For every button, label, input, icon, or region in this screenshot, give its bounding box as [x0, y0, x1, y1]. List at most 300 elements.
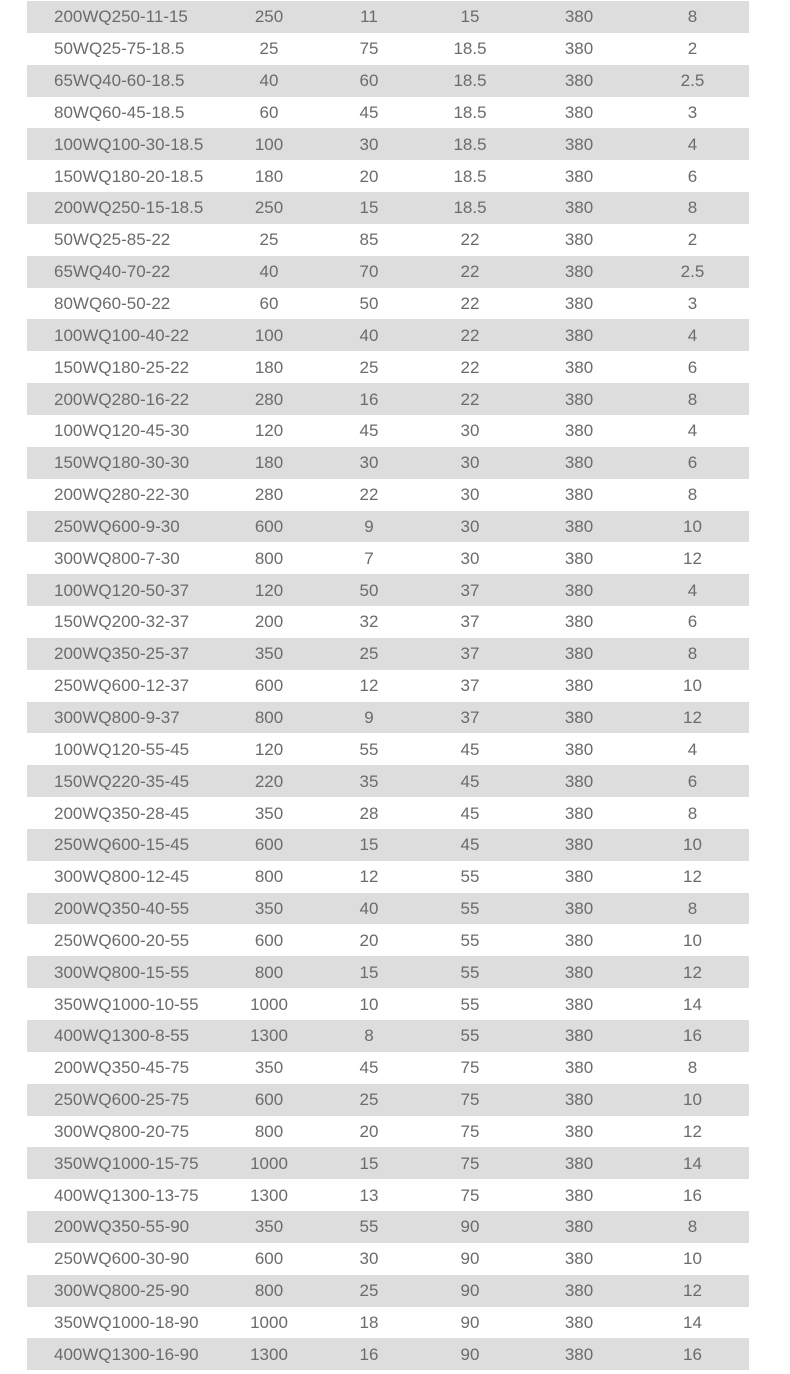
- flow-cell: 100: [254, 134, 284, 154]
- outlet-cell: 10: [683, 516, 702, 536]
- voltage-cell: 380: [564, 1185, 594, 1205]
- outlet-cell: 8: [687, 485, 698, 505]
- model-cell: 400WQ1300-8-55: [54, 1026, 190, 1046]
- table-row: [27, 1116, 749, 1148]
- outlet-cell: 16: [683, 1344, 702, 1364]
- power-cell: 22: [460, 230, 480, 250]
- voltage-cell: 380: [564, 294, 594, 314]
- model-cell: 300WQ800-9-37: [54, 707, 180, 727]
- voltage-cell: 380: [564, 899, 594, 919]
- flow-cell: 40: [259, 262, 279, 282]
- outlet-cell: 4: [687, 421, 698, 441]
- outlet-cell: 2.5: [680, 71, 705, 91]
- voltage-cell: 380: [564, 1313, 594, 1333]
- voltage-cell: 380: [564, 7, 594, 27]
- power-cell: 45: [460, 739, 480, 759]
- table-row: [27, 542, 749, 574]
- table-row: [27, 160, 749, 192]
- power-cell: 37: [460, 612, 480, 632]
- table-row: [27, 447, 749, 479]
- flow-cell: 800: [254, 707, 284, 727]
- table-row: [27, 65, 749, 97]
- flow-cell: 180: [254, 357, 284, 377]
- table-row: [27, 574, 749, 606]
- voltage-cell: 380: [564, 389, 594, 409]
- table-row: [27, 288, 749, 320]
- power-cell: 37: [460, 676, 480, 696]
- model-cell: 150WQ220-35-45: [54, 771, 190, 791]
- power-cell: 22: [460, 262, 480, 282]
- power-cell: 45: [460, 803, 480, 823]
- model-cell: 300WQ800-12-45: [54, 867, 190, 887]
- head-cell: 45: [359, 1058, 379, 1078]
- model-cell: 100WQ120-55-45: [54, 739, 190, 759]
- head-cell: 7: [364, 548, 374, 568]
- voltage-cell: 380: [564, 357, 594, 377]
- model-cell: 65WQ40-60-18.5: [54, 71, 185, 91]
- head-cell: 12: [359, 676, 379, 696]
- power-cell: 18.5: [453, 102, 487, 122]
- table-row: [27, 606, 749, 638]
- table-row: [27, 351, 749, 383]
- head-cell: 40: [359, 899, 379, 919]
- model-cell: 100WQ120-50-37: [54, 580, 190, 600]
- voltage-cell: 380: [564, 739, 594, 759]
- model-cell: 250WQ600-12-37: [54, 676, 190, 696]
- model-cell: 300WQ800-15-55: [54, 962, 190, 982]
- outlet-cell: 2: [687, 230, 698, 250]
- voltage-cell: 380: [564, 930, 594, 950]
- table-row: [27, 893, 749, 925]
- head-cell: 16: [359, 1344, 379, 1364]
- power-cell: 18.5: [453, 166, 487, 186]
- voltage-cell: 380: [564, 1344, 594, 1364]
- voltage-cell: 380: [564, 39, 594, 59]
- power-cell: 45: [460, 771, 480, 791]
- flow-cell: 180: [254, 453, 284, 473]
- head-cell: 45: [359, 421, 379, 441]
- outlet-cell: 8: [687, 899, 698, 919]
- outlet-cell: 4: [687, 580, 698, 600]
- table-row: [27, 1275, 749, 1307]
- outlet-cell: 12: [683, 1121, 702, 1141]
- flow-cell: 25: [259, 230, 279, 250]
- flow-cell: 1000: [250, 1313, 288, 1333]
- outlet-cell: 16: [683, 1185, 702, 1205]
- voltage-cell: 380: [564, 803, 594, 823]
- outlet-cell: 12: [683, 1281, 702, 1301]
- table-row: [27, 256, 749, 288]
- model-cell: 200WQ350-40-55: [54, 899, 190, 919]
- flow-cell: 800: [254, 1121, 284, 1141]
- table-row: [27, 1147, 749, 1179]
- head-cell: 50: [359, 294, 379, 314]
- table-row: [27, 97, 749, 129]
- table-row: [27, 1020, 749, 1052]
- head-cell: 40: [359, 325, 379, 345]
- outlet-cell: 4: [687, 739, 698, 759]
- outlet-cell: 8: [687, 389, 698, 409]
- flow-cell: 1000: [250, 994, 288, 1014]
- model-cell: 200WQ280-16-22: [54, 389, 190, 409]
- voltage-cell: 380: [564, 134, 594, 154]
- flow-cell: 1300: [250, 1344, 288, 1364]
- outlet-cell: 4: [687, 134, 698, 154]
- outlet-cell: 10: [683, 676, 702, 696]
- flow-cell: 180: [254, 166, 284, 186]
- model-cell: 350WQ1000-15-75: [54, 1153, 199, 1173]
- head-cell: 20: [359, 166, 379, 186]
- table-row: [27, 1179, 749, 1211]
- flow-cell: 25: [259, 39, 279, 59]
- power-cell: 22: [460, 325, 480, 345]
- table-row: [27, 797, 749, 829]
- flow-cell: 1000: [250, 1153, 288, 1173]
- head-cell: 15: [359, 1153, 379, 1173]
- table-row: [27, 988, 749, 1020]
- model-cell: 250WQ600-30-90: [54, 1249, 190, 1269]
- model-cell: 250WQ600-25-75: [54, 1090, 190, 1110]
- head-cell: 30: [359, 453, 379, 473]
- flow-cell: 800: [254, 548, 284, 568]
- voltage-cell: 380: [564, 102, 594, 122]
- flow-cell: 120: [254, 739, 284, 759]
- model-cell: 200WQ250-11-15: [54, 7, 188, 27]
- power-cell: 55: [460, 994, 480, 1014]
- pump-spec-table: [27, 1, 749, 1370]
- table-row: [27, 33, 749, 65]
- power-cell: 55: [460, 867, 480, 887]
- model-cell: 200WQ280-22-30: [54, 485, 190, 505]
- model-cell: 250WQ600-9-30: [54, 516, 180, 536]
- outlet-cell: 8: [687, 198, 698, 218]
- outlet-cell: 8: [687, 803, 698, 823]
- outlet-cell: 8: [687, 1058, 698, 1078]
- flow-cell: 350: [254, 803, 284, 823]
- table-row: [27, 1052, 749, 1084]
- table-row: [27, 956, 749, 988]
- outlet-cell: 14: [683, 1153, 702, 1173]
- table-row: [27, 319, 749, 351]
- table-row: [27, 128, 749, 160]
- table-row: [27, 479, 749, 511]
- head-cell: 35: [359, 771, 379, 791]
- table-row: [27, 638, 749, 670]
- power-cell: 90: [460, 1313, 480, 1333]
- flow-cell: 600: [254, 1090, 284, 1110]
- head-cell: 60: [359, 71, 379, 91]
- flow-cell: 350: [254, 1058, 284, 1078]
- model-cell: 80WQ60-45-18.5: [54, 102, 185, 122]
- outlet-cell: 12: [683, 867, 702, 887]
- outlet-cell: 10: [683, 1249, 702, 1269]
- outlet-cell: 14: [683, 994, 702, 1014]
- flow-cell: 280: [254, 485, 284, 505]
- voltage-cell: 380: [564, 1026, 594, 1046]
- head-cell: 30: [359, 1249, 379, 1269]
- power-cell: 90: [460, 1249, 480, 1269]
- model-cell: 400WQ1300-16-90: [54, 1344, 199, 1364]
- flow-cell: 1300: [250, 1185, 288, 1205]
- flow-cell: 220: [254, 771, 284, 791]
- voltage-cell: 380: [564, 994, 594, 1014]
- table-row: [27, 829, 749, 861]
- model-cell: 150WQ180-25-22: [54, 357, 190, 377]
- flow-cell: 600: [254, 676, 284, 696]
- power-cell: 90: [460, 1344, 480, 1364]
- model-cell: 300WQ800-20-75: [54, 1121, 190, 1141]
- head-cell: 25: [359, 644, 379, 664]
- outlet-cell: 6: [687, 612, 698, 632]
- outlet-cell: 8: [687, 644, 698, 664]
- table-row: [27, 224, 749, 256]
- power-cell: 30: [460, 421, 480, 441]
- head-cell: 12: [359, 867, 379, 887]
- flow-cell: 40: [259, 71, 279, 91]
- outlet-cell: 12: [683, 962, 702, 982]
- flow-cell: 350: [254, 899, 284, 919]
- head-cell: 20: [359, 930, 379, 950]
- model-cell: 200WQ250-15-18.5: [54, 198, 204, 218]
- head-cell: 25: [359, 1090, 379, 1110]
- voltage-cell: 380: [564, 962, 594, 982]
- head-cell: 8: [364, 1026, 374, 1046]
- head-cell: 30: [359, 134, 379, 154]
- flow-cell: 200: [254, 612, 284, 632]
- power-cell: 75: [460, 1058, 480, 1078]
- power-cell: 55: [460, 1026, 480, 1046]
- power-cell: 30: [460, 485, 480, 505]
- table-row: [27, 415, 749, 447]
- voltage-cell: 380: [564, 835, 594, 855]
- model-cell: 300WQ800-25-90: [54, 1281, 190, 1301]
- voltage-cell: 380: [564, 421, 594, 441]
- voltage-cell: 380: [564, 71, 594, 91]
- model-cell: 350WQ1000-10-55: [54, 994, 199, 1014]
- flow-cell: 800: [254, 962, 284, 982]
- model-cell: 200WQ350-45-75: [54, 1058, 190, 1078]
- outlet-cell: 12: [683, 548, 702, 568]
- power-cell: 90: [460, 1281, 480, 1301]
- model-cell: 150WQ200-32-37: [54, 612, 190, 632]
- power-cell: 15: [460, 7, 480, 27]
- table-row: [27, 733, 749, 765]
- flow-cell: 600: [254, 930, 284, 950]
- flow-cell: 1300: [250, 1026, 288, 1046]
- outlet-cell: 4: [687, 325, 698, 345]
- head-cell: 18: [359, 1313, 379, 1333]
- outlet-cell: 10: [683, 835, 702, 855]
- model-cell: 100WQ100-40-22: [54, 325, 190, 345]
- power-cell: 22: [460, 294, 480, 314]
- flow-cell: 60: [259, 102, 279, 122]
- head-cell: 85: [359, 230, 379, 250]
- voltage-cell: 380: [564, 707, 594, 727]
- model-cell: 250WQ600-15-45: [54, 835, 190, 855]
- table-row: [27, 383, 749, 415]
- flow-cell: 600: [254, 1249, 284, 1269]
- flow-cell: 120: [254, 580, 284, 600]
- outlet-cell: 14: [683, 1313, 702, 1333]
- power-cell: 18.5: [453, 71, 487, 91]
- head-cell: 9: [364, 707, 374, 727]
- voltage-cell: 380: [564, 325, 594, 345]
- outlet-cell: 10: [683, 1090, 702, 1110]
- model-cell: 100WQ120-45-30: [54, 421, 190, 441]
- head-cell: 75: [359, 39, 379, 59]
- voltage-cell: 380: [564, 262, 594, 282]
- power-cell: 18.5: [453, 134, 487, 154]
- model-cell: 65WQ40-70-22: [54, 262, 171, 282]
- voltage-cell: 380: [564, 516, 594, 536]
- voltage-cell: 380: [564, 580, 594, 600]
- flow-cell: 350: [254, 1217, 284, 1237]
- power-cell: 55: [460, 930, 480, 950]
- voltage-cell: 380: [564, 1217, 594, 1237]
- model-cell: 200WQ350-28-45: [54, 803, 190, 823]
- head-cell: 15: [359, 198, 379, 218]
- power-cell: 90: [460, 1217, 480, 1237]
- power-cell: 75: [460, 1185, 480, 1205]
- power-cell: 37: [460, 707, 480, 727]
- voltage-cell: 380: [564, 166, 594, 186]
- outlet-cell: 6: [687, 166, 698, 186]
- head-cell: 50: [359, 580, 379, 600]
- flow-cell: 600: [254, 516, 284, 536]
- head-cell: 25: [359, 357, 379, 377]
- power-cell: 37: [460, 580, 480, 600]
- model-cell: 100WQ100-30-18.5: [54, 134, 204, 154]
- head-cell: 22: [359, 485, 379, 505]
- outlet-cell: 16: [683, 1026, 702, 1046]
- model-cell: 80WQ60-50-22: [54, 294, 171, 314]
- outlet-cell: 6: [687, 357, 698, 377]
- model-cell: 50WQ25-75-18.5: [54, 39, 185, 59]
- outlet-cell: 8: [687, 7, 698, 27]
- table-row: [27, 511, 749, 543]
- power-cell: 22: [460, 357, 480, 377]
- power-cell: 55: [460, 962, 480, 982]
- power-cell: 75: [460, 1153, 480, 1173]
- table-row: [27, 1307, 749, 1339]
- outlet-cell: 8: [687, 1217, 698, 1237]
- flow-cell: 280: [254, 389, 284, 409]
- power-cell: 30: [460, 516, 480, 536]
- power-cell: 75: [460, 1090, 480, 1110]
- voltage-cell: 380: [564, 453, 594, 473]
- table-row: [27, 1338, 749, 1370]
- power-cell: 18.5: [453, 198, 487, 218]
- flow-cell: 600: [254, 835, 284, 855]
- head-cell: 15: [359, 962, 379, 982]
- model-cell: 50WQ25-85-22: [54, 230, 171, 250]
- outlet-cell: 3: [687, 294, 698, 314]
- flow-cell: 250: [254, 198, 284, 218]
- outlet-cell: 3: [687, 102, 698, 122]
- flow-cell: 100: [254, 325, 284, 345]
- voltage-cell: 380: [564, 771, 594, 791]
- voltage-cell: 380: [564, 644, 594, 664]
- flow-cell: 250: [254, 7, 284, 27]
- head-cell: 16: [359, 389, 379, 409]
- head-cell: 32: [359, 612, 379, 632]
- model-cell: 150WQ180-20-18.5: [54, 166, 204, 186]
- model-cell: 200WQ350-25-37: [54, 644, 190, 664]
- power-cell: 22: [460, 389, 480, 409]
- head-cell: 13: [359, 1185, 379, 1205]
- model-cell: 350WQ1000-18-90: [54, 1313, 199, 1333]
- outlet-cell: 6: [687, 771, 698, 791]
- power-cell: 37: [460, 644, 480, 664]
- model-cell: 300WQ800-7-30: [54, 548, 180, 568]
- power-cell: 45: [460, 835, 480, 855]
- table-row: [27, 861, 749, 893]
- head-cell: 9: [364, 516, 374, 536]
- power-cell: 55: [460, 899, 480, 919]
- power-cell: 30: [460, 548, 480, 568]
- flow-cell: 60: [259, 294, 279, 314]
- model-cell: 200WQ350-55-90: [54, 1217, 190, 1237]
- voltage-cell: 380: [564, 1153, 594, 1173]
- model-cell: 250WQ600-20-55: [54, 930, 190, 950]
- voltage-cell: 380: [564, 867, 594, 887]
- head-cell: 55: [359, 739, 379, 759]
- outlet-cell: 10: [683, 930, 702, 950]
- flow-cell: 800: [254, 867, 284, 887]
- voltage-cell: 380: [564, 230, 594, 250]
- voltage-cell: 380: [564, 1281, 594, 1301]
- head-cell: 25: [359, 1281, 379, 1301]
- head-cell: 11: [360, 7, 378, 27]
- head-cell: 20: [359, 1121, 379, 1141]
- voltage-cell: 380: [564, 548, 594, 568]
- table-row: [27, 1243, 749, 1275]
- head-cell: 70: [359, 262, 379, 282]
- table-row: [27, 1, 749, 33]
- table-row: [27, 702, 749, 734]
- outlet-cell: 2: [687, 39, 698, 59]
- voltage-cell: 380: [564, 1058, 594, 1078]
- head-cell: 15: [359, 835, 379, 855]
- voltage-cell: 380: [564, 1249, 594, 1269]
- voltage-cell: 380: [564, 612, 594, 632]
- voltage-cell: 380: [564, 676, 594, 696]
- table-row: [27, 192, 749, 224]
- power-cell: 75: [460, 1121, 480, 1141]
- model-cell: 400WQ1300-13-75: [54, 1185, 199, 1205]
- flow-cell: 800: [254, 1281, 284, 1301]
- voltage-cell: 380: [564, 485, 594, 505]
- outlet-cell: 6: [687, 453, 698, 473]
- flow-cell: 120: [254, 421, 284, 441]
- voltage-cell: 380: [564, 1121, 594, 1141]
- head-cell: 10: [359, 994, 379, 1014]
- table-row: [27, 1084, 749, 1116]
- outlet-cell: 12: [683, 707, 702, 727]
- head-cell: 28: [359, 803, 379, 823]
- flow-cell: 350: [254, 644, 284, 664]
- table-row: [27, 924, 749, 956]
- voltage-cell: 380: [564, 1090, 594, 1110]
- head-cell: 55: [359, 1217, 379, 1237]
- table-row: [27, 765, 749, 797]
- model-cell: 150WQ180-30-30: [54, 453, 190, 473]
- power-cell: 30: [460, 453, 480, 473]
- head-cell: 45: [359, 102, 379, 122]
- outlet-cell: 2.5: [680, 262, 705, 282]
- table-row: [27, 1211, 749, 1243]
- power-cell: 18.5: [453, 39, 487, 59]
